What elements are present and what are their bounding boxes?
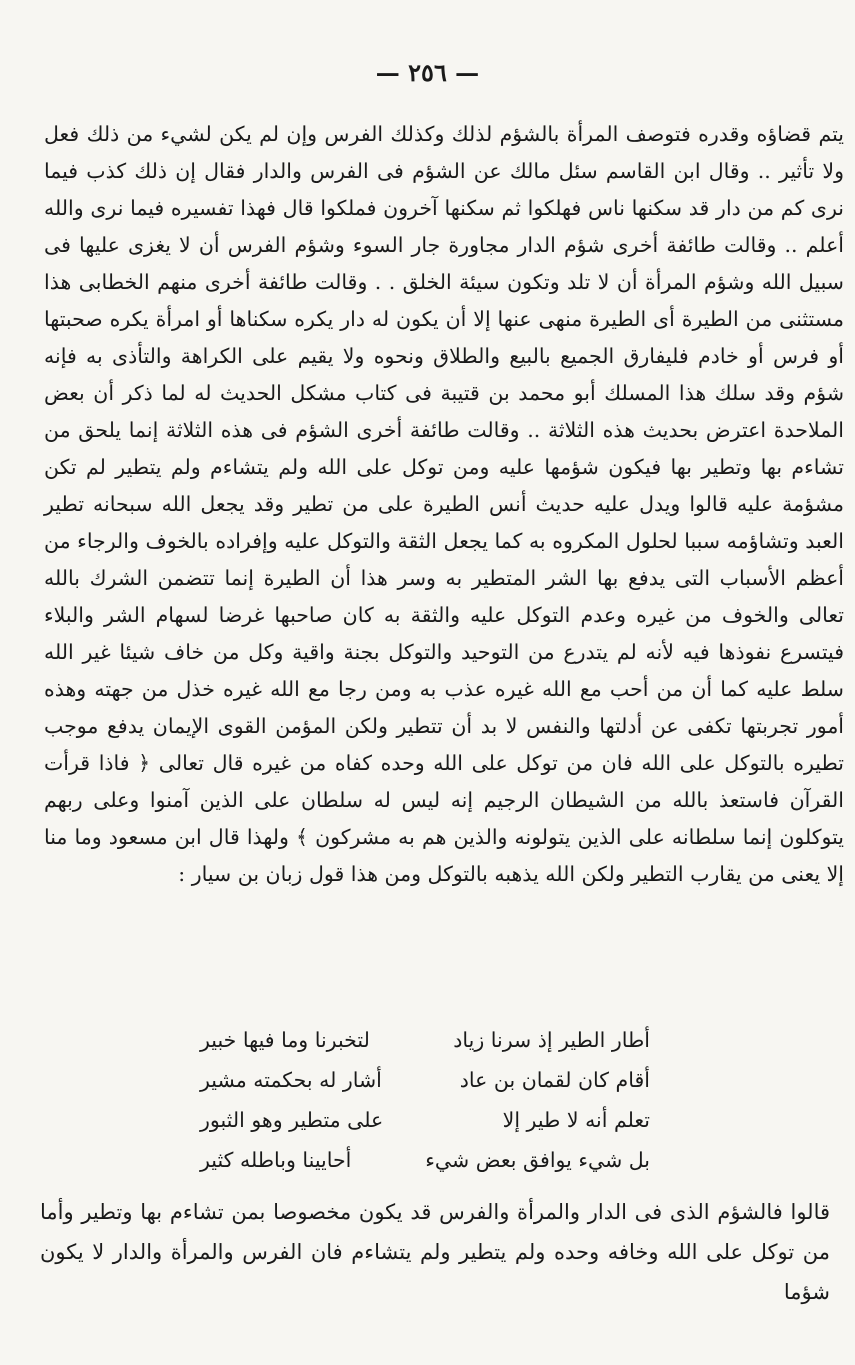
page-number: — ٢٥٦ — <box>375 58 480 87</box>
poem-hemistich-first: تعلم أنه لا طير إلا <box>502 1108 650 1132</box>
poem-hemistich-first: أطار الطير إذ سرنا زياد <box>453 1028 650 1052</box>
poem-verse <box>200 1100 650 1140</box>
poem-verse <box>200 1020 650 1060</box>
poem-hemistich-second: على متطير وهو الثبور <box>200 1108 384 1132</box>
closing-text <box>40 1192 830 1312</box>
poem-hemistich-first: أقام كان لقمان بن عاد <box>459 1068 650 1092</box>
poem-verse <box>200 1140 650 1180</box>
closing-paragraph: قالوا فالشؤم الذى فى الدار والمرأة والفرس قد يكون مخصوصا بمن تشاءم بها وتطير وأما من توكل على الله وخافه وحده ولم يتطير ولم يتشاءم فان الفرس والمرأة والدار لا يكون شؤما <box>40 1200 830 1304</box>
poem-verse <box>200 1060 650 1100</box>
poem-hemistich-second: أشار له بحكمته مشير <box>200 1068 382 1092</box>
poem <box>200 1020 650 1180</box>
poem-hemistich-first: بل شيء يوافق بعض شيء <box>425 1148 650 1172</box>
main-text <box>44 116 844 893</box>
body-paragraph: يتم قضاؤه وقدره فتوصف المرأة بالشؤم لذلك وكذلك الفرس وإن لم يكن لشيء من ذلك فعل ولا تأثير .. وقال ابن القاسم سئل مالك عن الشؤم فى الفرس والدار فقال إن ذلك كذب فيما نرى كم من دار قد سكنها ناس فهلكوا ثم سكنها آخرون فملكوا قال فهذا تفسيره فيما نرى والله أعلم .. وقالت طائفة أخرى شؤم الدار مجاورة جار السوء وشؤم الفرس أن لا يغزى عليها فى سبيل الله وشؤم المرأة أن لا تلد وتكون سيئة الخلق . . وقالت طائفة أخرى منهم الخطابى هذا مستثنى من الطيرة أى الطيرة منهى عنها إلا أن يكون له دار يكره سكناها أو امرأة يكره صحبتها أو فرس أو خادم فليفارق الجميع بالبيع والطلاق ونحوه ولا يقيم على الكراهة والتأذى به فإنه شؤم وقد سلك هذا المسلك أبو محمد بن قتيبة فى كتاب مشكل الحديث له لما ذكر أن بعض الملاحدة اعترض بحديث هذه الثلاثة .. وقالت طائفة أخرى الشؤم فى هذه الثلاثة إنما يلحق من تشاءم بها وتطير بها فيكون شؤمها عليه ومن توكل على الله ولم يتشاءم ولم يتطير لم تكن مشؤمة عليه قالوا ويدل عليه حديث أنس الطيرة على من تطير وقد يجعل الله سبحانه تطير العبد وتشاؤمه سببا لحلول المكروه به كما يجعل الثقة والتوكل عليه وإفراده بالخوف والرجاء من أعظم الأسباب التى يدفع بها الشر المتطير به وسر هذا أن الطيرة إنما تتضمن الشرك بالله تعالى والخوف من غيره وعدم التوكل عليه والثقة به كان صاحبها غرضا لسهام الشر والبلاء فيتسرع نفوذها فيه لأنه لم يتدرع من التوحيد والتوكل بجنة واقية وكل من خاف شيئا غير الله سلط عليه كما أن من أحب مع الله غيره عذب به ومن رجا مع الله غيره خذل من جهته وهذه أمور تجربتها تكفى عن أدلتها والنفس لا بد أن تتطير ولكن المؤمن القوى الإيمان يدفع موجب تطيره بالتوكل على الله فان من توكل على الله وحده كفاه من غيره قال تعالى ﴿ فاذا قرأت القرآن فاستعذ بالله من الشيطان الرجيم إنه ليس له سلطان على الذين آمنوا وعلى ربهم يتوكلون إنما سلطانه على الذين يتولونه والذين هم به مشركون ﴾ ولهذا قال ابن مسعود وما منا إلا يعنى من يقارب التطير ولكن الله يذهبه بالتوكل ومن هذا قول زبان بن سيار : <box>44 122 844 886</box>
poem-hemistich-second: أحايينا وباطله كثير <box>200 1148 352 1172</box>
poem-hemistich-second: لتخبرنا وما فيها خبير <box>200 1028 370 1052</box>
